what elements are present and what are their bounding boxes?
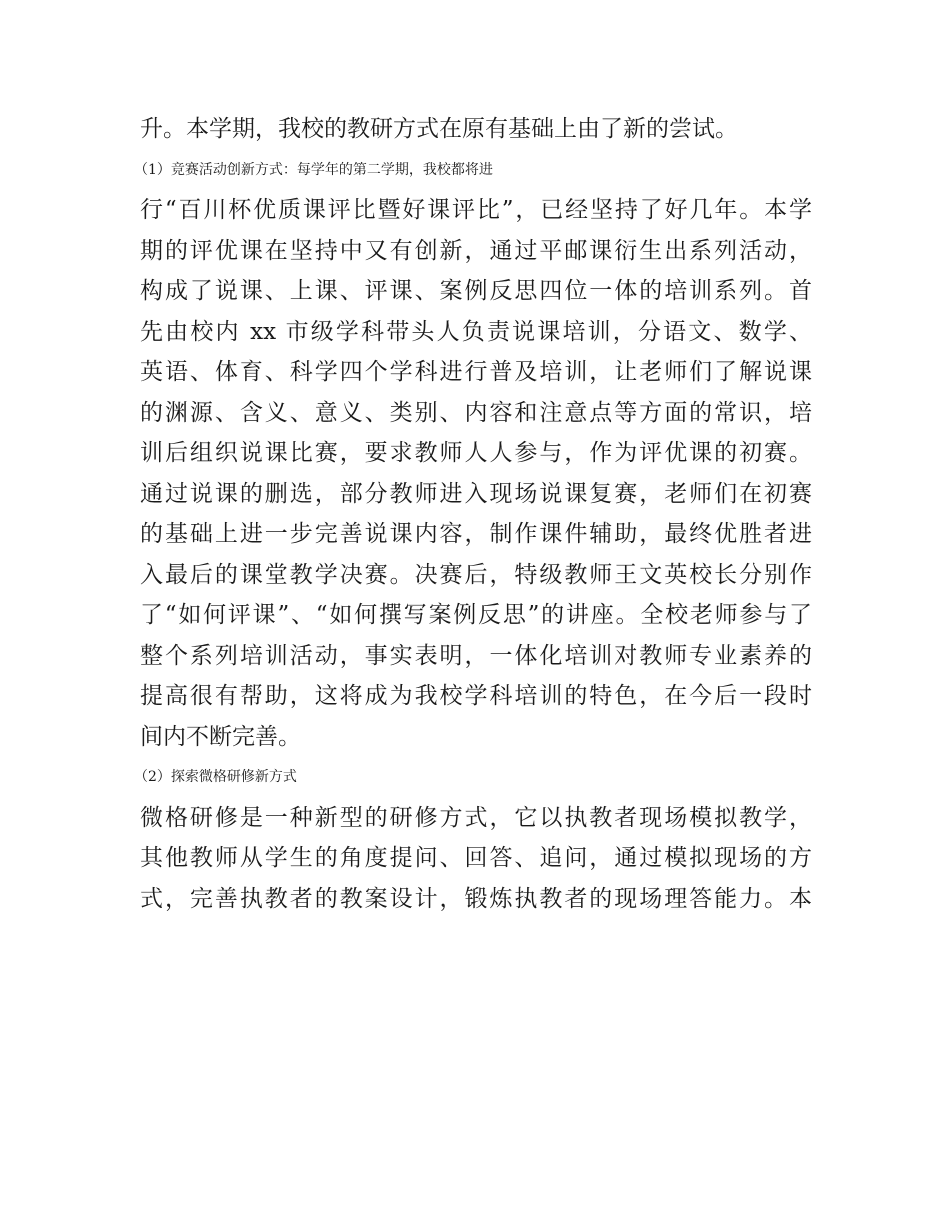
text-line: 微格研修是一种新型的研修方式，它以执教者现场模拟教学， <box>140 804 812 831</box>
text-line: 的基础上进一步完善说课内容，制作课件辅助，最终优胜者进 <box>140 521 812 547</box>
text-line: 英语、体育、科学四个学科进行普及培训，让老师们了解说课 <box>140 359 812 385</box>
body-text <box>134 109 812 919</box>
text-line: 升。本学期，我校的教研方式在原有基础上由了新的尝试。 <box>140 116 738 142</box>
text-line: 先由校内 xx 市级学科带头人负责说课培训，分语文、数学、 <box>140 318 812 345</box>
text-line: 行“百川杯优质课评比暨好课评比”，已经坚持了好几年。本学 <box>140 197 812 223</box>
text-line: 式，完善执教者的教案设计，锻炼执教者的现场理答能力。本 <box>140 885 812 912</box>
text-line: （2）探索微格研修新方式 <box>134 769 297 785</box>
text-line: 其他教师从学生的角度提问、回答、追问，通过模拟现场的方 <box>140 845 812 871</box>
text-line: 训后组织说课比赛，要求教师人人参与，作为评优课的初赛。 <box>140 440 812 466</box>
text-line: （1）竞赛活动创新方式：每学年的第二学期，我校都将进 <box>134 161 493 178</box>
text-line: 提高很有帮助，这将成为我校学科培训的特色，在今后一段时 <box>140 683 812 709</box>
text-line: 整个系列培训活动，事实表明，一体化培训对教师专业素养的 <box>140 642 812 669</box>
text-line: 了“如何评课”、“如何撰写案例反思”的讲座。全校老师参与了 <box>140 602 812 628</box>
text-line: 通过说课的删选，部分教师进入现场说课复赛，老师们在初赛 <box>140 480 812 507</box>
text-line: 构成了说课、上课、评课、案例反思四位一体的培训系列。首 <box>140 278 812 304</box>
text-line: 的渊源、含义、意义、类别、内容和注意点等方面的常识，培 <box>140 399 812 426</box>
text-line: 间内不断完善。 <box>140 723 301 750</box>
text-line: 入最后的课堂教学决赛。决赛后，特级教师王文英校长分别作 <box>140 561 812 588</box>
text-line: 期的评优课在坚持中又有创新，通过平邮课衍生出系列活动， <box>140 237 812 264</box>
